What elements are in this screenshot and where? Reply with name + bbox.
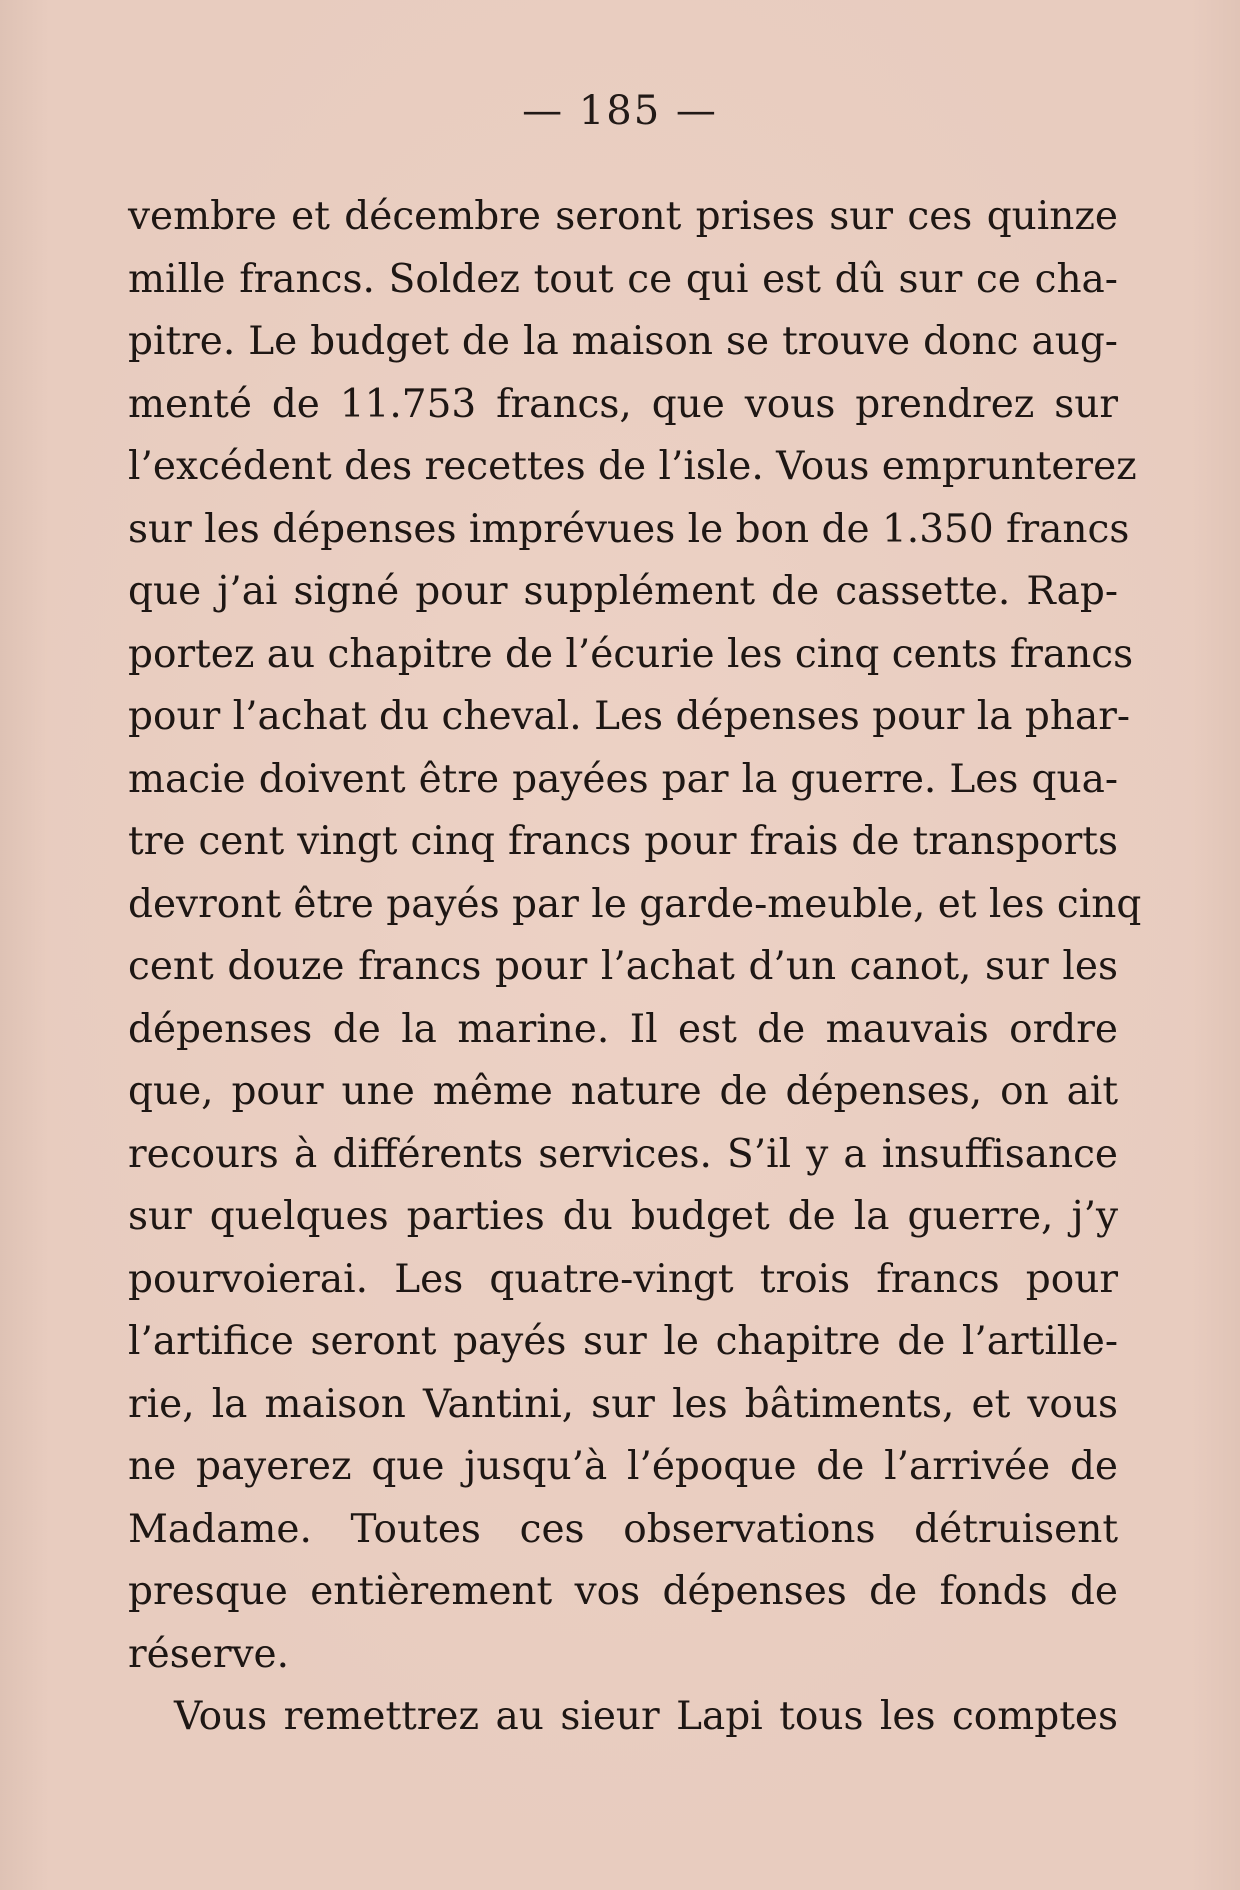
text-line: pourvoierai. Les quatre-vingt trois francs pour	[128, 1256, 1118, 1302]
text-line: sur les dépenses imprévues le bon de 1.350 francs	[128, 506, 1130, 552]
text-line: menté de 11.753 francs, que vous prendrez sur	[128, 381, 1118, 427]
text-line: pitre. Le budget de la maison se trouve donc aug-	[128, 319, 1118, 364]
text-line: que, pour une même nature de dépenses, on ait	[128, 1069, 1118, 1114]
text-line: devront être payés par le garde-meuble, et les cinq	[128, 881, 1142, 927]
page-number: — 185 —	[522, 88, 718, 134]
text-line: vembre et décembre seront prises sur ces quinze	[128, 194, 1118, 239]
text-line: portez au chapitre de l’écurie les cinq cents francs	[128, 631, 1134, 677]
paragraph-end-line: réserve.	[128, 1631, 289, 1677]
text-line: macie doivent être payées par la guerre. Les qua-	[128, 756, 1118, 802]
text-line: cent douze francs pour l’achat d’un canot, sur les	[128, 944, 1118, 989]
text-line: presque entièrement vos dépenses de fonds de	[128, 1569, 1118, 1614]
text-line: pour l’achat du cheval. Les dépenses pour la phar-	[128, 694, 1131, 739]
paragraph-start-line: Vous remettrez au sieur Lapi tous les comptes	[174, 1694, 1118, 1739]
text-line: que j’ai signé pour supplément de cassette. Rap-	[128, 569, 1118, 614]
body-text	[128, 186, 1142, 1749]
text-line: Madame. Toutes ces observations détruisent	[128, 1506, 1118, 1552]
text-line: dépenses de la marine. Il est de mauvais ordre	[128, 1006, 1118, 1052]
text-line: ne payerez que jusqu’à l’époque de l’arrivée de	[128, 1444, 1118, 1489]
text-line: recours à différents services. S’il y a insuffisance	[128, 1131, 1118, 1177]
text-line: rie, la maison Vantini, sur les bâtiments, et vous	[128, 1381, 1118, 1427]
text-line: sur quelques parties du budget de la guerre, j’y	[128, 1194, 1118, 1239]
text-line: l’excédent des recettes de l’isle. Vous emprunterez	[128, 444, 1137, 489]
text-line: tre cent vingt cinq francs pour frais de transports	[128, 819, 1118, 864]
text-line: mille francs. Soldez tout ce qui est dû sur ce cha-	[128, 256, 1118, 302]
text-line: l’artifice seront payés sur le chapitre de l’artille-	[128, 1319, 1118, 1364]
